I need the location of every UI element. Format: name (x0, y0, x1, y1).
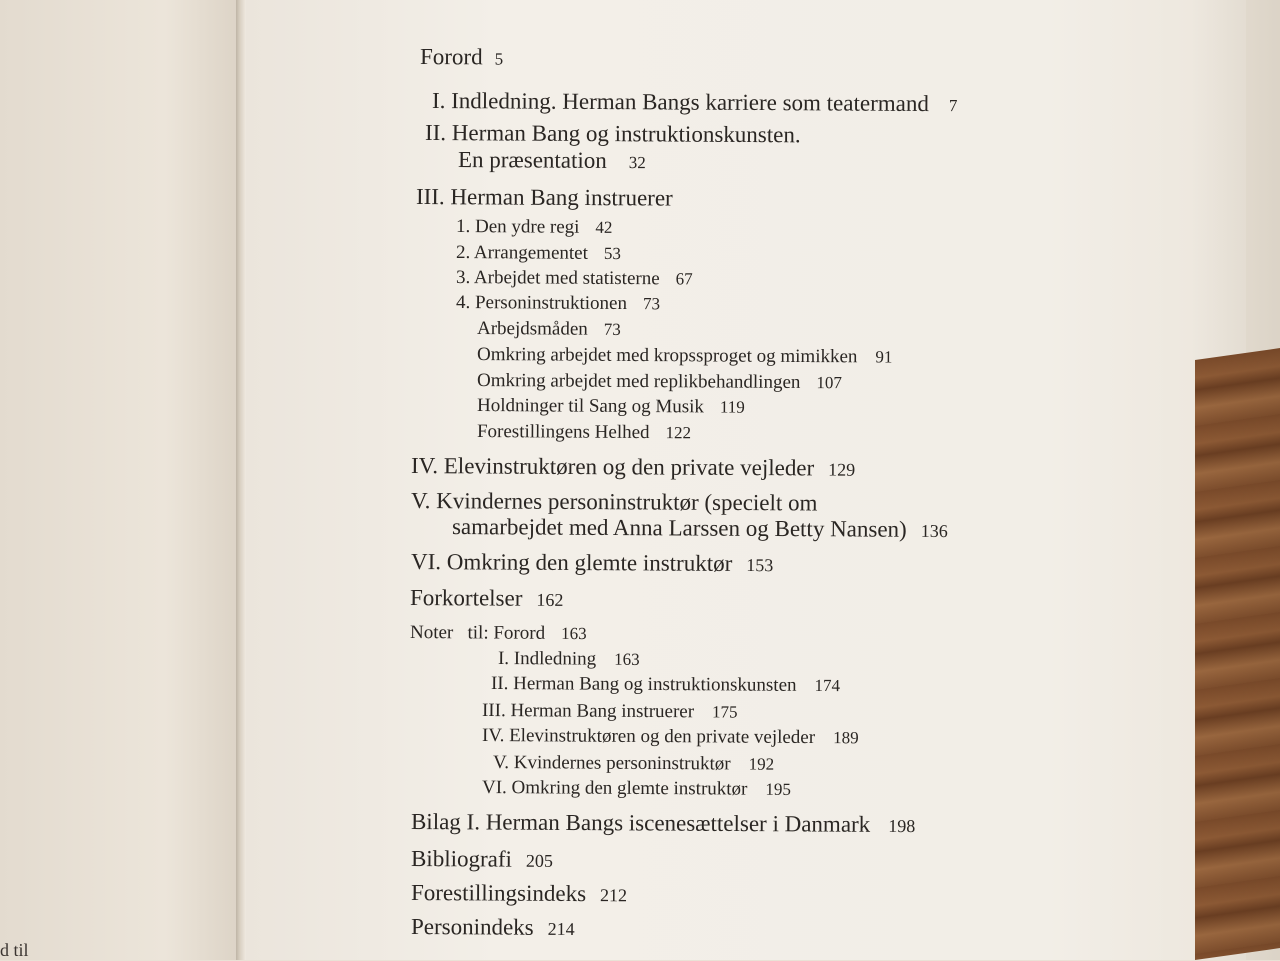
toc-entry-label: Bilag I. Herman Bangs iscenesættelser i Danmark (410, 809, 871, 837)
toc-entry-label: 2. Arrangementet (455, 242, 588, 264)
toc-entry (477, 344, 893, 369)
toc-entry-page: 129 (828, 459, 856, 480)
left-page (0, 0, 236, 960)
toc-entry-page: 5 (494, 49, 504, 69)
toc-entry (477, 421, 691, 444)
toc-entry (477, 370, 842, 394)
toc-entry-page: 42 (595, 217, 613, 237)
toc-entry-label: VI. Omkring den glemte instruktør (481, 777, 748, 800)
toc-entry (411, 880, 627, 907)
toc-entry (482, 700, 738, 724)
toc-entry-page: 136 (920, 520, 948, 542)
toc-entry-label: Bibliografi (410, 846, 513, 872)
toc-entry-page: 205 (525, 850, 553, 871)
toc-entry-label: 1. Den ydre regi (455, 216, 580, 238)
toc-entry-label: 3. Arbejdet med statisterne (455, 267, 660, 290)
toc-entry (456, 216, 613, 239)
toc-entry-label: V. Kvindernes personinstruktør (specielt om (410, 488, 818, 516)
toc-entry (477, 395, 745, 419)
toc-entry-label: III. Herman Bang instruerer (415, 184, 673, 211)
left-page-text-fragment: d til (0, 940, 29, 960)
toc-entry (493, 752, 774, 776)
toc-entry (411, 453, 855, 482)
toc-entry-label: IV. Elevinstruktøren og den private vejleder (481, 725, 816, 749)
toc-entry (411, 488, 818, 516)
toc-entry-label: En præsentation (457, 147, 607, 173)
toc-entry (410, 622, 587, 645)
toc-entry (456, 292, 660, 315)
toc-entry-label: Forestillingsindeks (410, 880, 587, 907)
toc-entry-page: 162 (536, 589, 564, 610)
toc-entry-label: Arbejdsmåden (476, 318, 588, 340)
toc-entry-page: 214 (547, 918, 575, 939)
toc-entry-label: Forestillingens Helhed (476, 421, 650, 444)
toc-entry (410, 585, 564, 612)
toc-entry-label: Personindeks (410, 914, 534, 940)
toc-entry-page: 73 (642, 294, 661, 314)
toc-entry-label: II. Herman Bang og instruktionskunsten. (424, 120, 801, 148)
toc-entry-label: III. Herman Bang instruerer (481, 700, 695, 723)
toc-entry-label: II. Herman Bang og instruktionskunsten (490, 673, 797, 696)
toc-entry-page: 91 (875, 347, 893, 367)
toc-entry-page: 119 (719, 397, 745, 417)
page-shadow (1190, 0, 1280, 960)
toc-entry (477, 318, 621, 341)
toc-entry (411, 846, 553, 873)
toc-entry-page: 212 (599, 885, 628, 906)
toc-entry (491, 673, 840, 697)
toc-entry (498, 648, 640, 671)
toc-entry-label: V. Kvindernes personinstruktør (492, 752, 731, 775)
toc-entry-label: Forord (419, 44, 483, 70)
toc-entry-page: 163 (561, 623, 587, 644)
toc-entry-page: 67 (675, 269, 693, 289)
toc-entry (456, 267, 693, 290)
toc-entry-label: I. Indledning (497, 648, 597, 670)
book-spine (236, 0, 246, 960)
toc-entry-label: I. Indledning. Herman Bangs karriere som teatermand (431, 88, 929, 117)
toc-entry-page: 174 (814, 675, 841, 696)
toc-entry-label: 4. Personinstruktionen (455, 292, 628, 315)
toc-entry-page: 175 (712, 702, 738, 722)
toc-entry-page: 122 (665, 423, 692, 443)
toc-entry (420, 44, 503, 71)
toc-entry (425, 120, 801, 148)
toc-entry-label: Omkring arbejdet med replikbehandlingen (476, 370, 801, 393)
toc-entry-label: VI. Omkring den glemte instruktør (410, 549, 733, 576)
toc-entry-page: 32 (628, 153, 646, 173)
toc-entry (456, 242, 621, 265)
toc-entry (482, 777, 791, 801)
toc-entry-page: 107 (816, 373, 842, 393)
toc-entry-label: Noter til: Forord (409, 622, 546, 644)
toc-entry (416, 184, 673, 212)
toc-entry-page: 192 (748, 754, 775, 774)
toc-entry (411, 549, 773, 577)
toc-entry-page: 189 (833, 728, 859, 748)
toc-entry (411, 914, 575, 941)
toc-entry-page: 153 (746, 555, 774, 576)
toc-entry-page: 195 (765, 779, 791, 799)
toc-entry-label: Forkortelser (409, 585, 523, 611)
toc-entry (482, 725, 859, 749)
toc-entry-label: samarbejdet med Anna Larssen og Betty Nansen) (451, 514, 907, 542)
toc-entry (432, 88, 958, 117)
toc-entry (458, 147, 646, 174)
toc-entry-page: 7 (948, 96, 958, 116)
toc-entry (452, 514, 948, 543)
toc-entry-label: Omkring arbejdet med kropssproget og mimikken (476, 344, 858, 368)
toc-entry-label: IV. Elevinstruktøren og den private vejleder (410, 453, 815, 481)
toc-entry-page: 163 (614, 649, 640, 669)
toc-entry (411, 809, 915, 838)
toc-entry-label: Holdninger til Sang og Musik (476, 395, 705, 418)
toc-entry-page: 73 (603, 319, 621, 339)
toc-entry-page: 53 (603, 243, 621, 264)
toc-entry-page: 198 (888, 815, 916, 837)
